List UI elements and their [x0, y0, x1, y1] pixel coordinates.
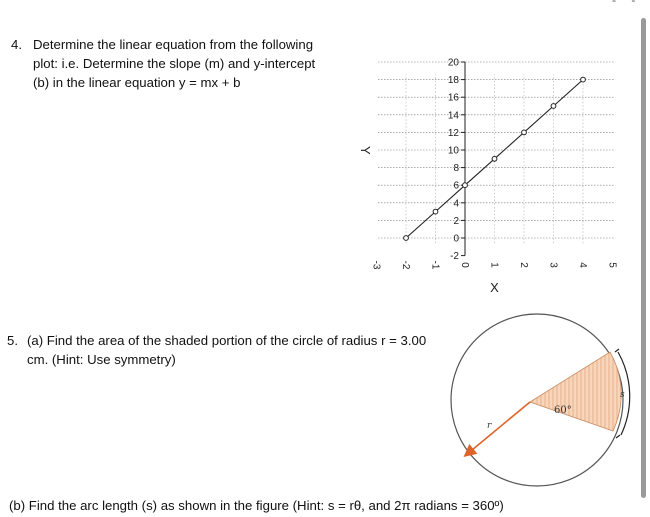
y-tick-label: 10	[447, 145, 459, 157]
y-axis-label: Y	[358, 146, 373, 155]
x-tick-label: 4	[577, 262, 588, 268]
window-controls[interactable]: - -	[612, 0, 642, 7]
x-axis-label: X	[490, 280, 499, 295]
x-tick-label: 5	[606, 262, 618, 268]
radius-label: r	[487, 421, 492, 431]
question-5a-text: (a) Find the area of the shaded portion of the circle of radius r = 3.00 cm. (Hint: Use symmetry)	[27, 333, 427, 367]
y-tick-label: 18	[447, 75, 459, 87]
y-tick-label: 6	[453, 180, 459, 192]
x-tick-label: -3	[370, 260, 382, 270]
y-tick-label: 2	[453, 215, 459, 227]
y-tick-label: 14	[447, 110, 459, 122]
y-tick-label: -2	[450, 251, 459, 263]
y-tick-label: 4	[453, 198, 459, 210]
question-5b-text: (b) Find the arc length (s) as shown in the figure (Hint: s = rθ, and 2π radians = 360º)	[9, 498, 504, 513]
vertical-scrollbar[interactable]	[641, 18, 646, 498]
y-tick-label: 12	[447, 127, 459, 139]
x-tick-label: 2	[518, 262, 529, 268]
y-tick-label: 0	[453, 233, 459, 245]
question-4-number: 4.	[11, 37, 22, 52]
x-tick-label: 0	[459, 262, 470, 268]
x-tick-label: -1	[429, 260, 441, 270]
angle-label: 60°	[554, 405, 572, 416]
question-4-text: Determine the linear equation from the following plot: i.e. Determine the slope (m) and y-intercept (b) in the linear equation y = mx + b	[33, 37, 316, 90]
x-tick-label: -2	[400, 260, 411, 270]
x-tick-label: 1	[488, 262, 500, 268]
question-5-number: 5.	[7, 333, 18, 348]
arc-label: s	[620, 390, 625, 400]
x-tick-label: 3	[547, 262, 559, 268]
y-tick-label: 20	[447, 57, 459, 69]
y-tick-label: 8	[453, 163, 459, 175]
y-tick-label: 16	[447, 92, 459, 104]
